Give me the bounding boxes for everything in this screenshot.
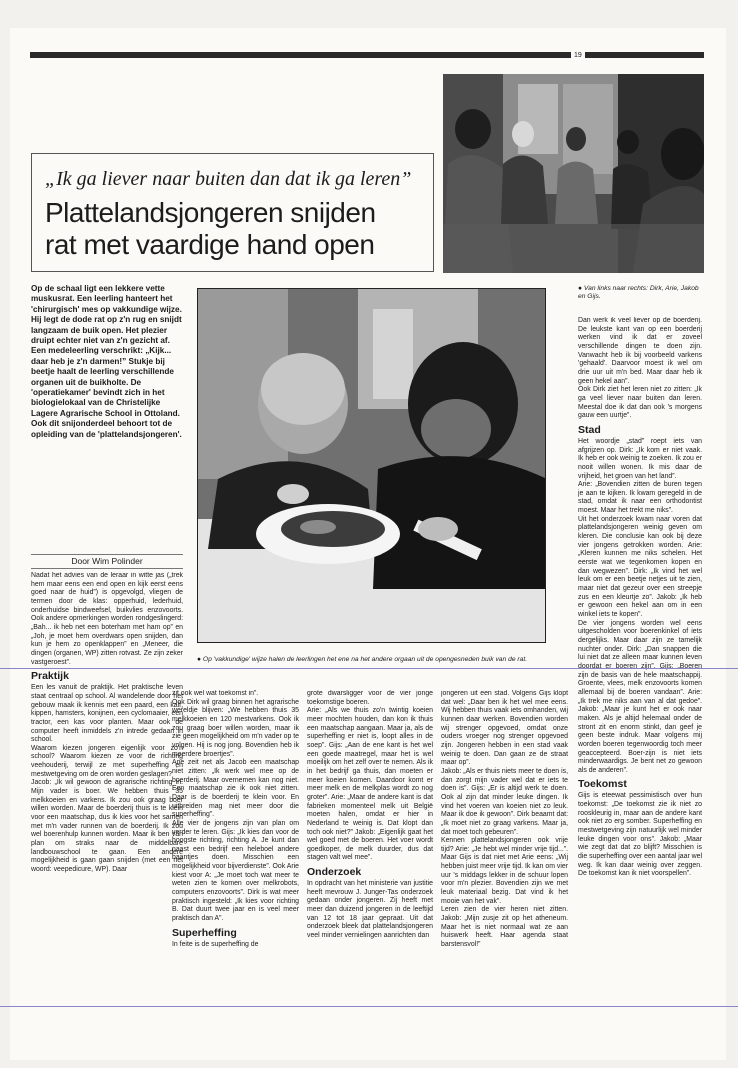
byline-rule-top (31, 554, 183, 555)
paragraph: Alle vier de jongens zijn van plan om verder te leren. Gijs: „Ik kies dan voor de hoogste richting, richting A. Je kunt dan naast een bedrijf een heleboel andere baantjes doen. Misschien een mogelijkheid voor bijverdienste”. Ook Arie kiest voor A: „Je moet toch wat meer te weten zien te komen over melkrobots, computers enzovoorts”. Dirk is wat meer praktisch ingesteld: „Ik kies voor richting B. Dat duurt twee jaar en is veel meer praktisch dan A”. (172, 819, 299, 923)
subheading-toekomst: Toekomst (578, 778, 627, 791)
article-column-3 (307, 690, 433, 1018)
paragraph: Kennen plattelandsjongeren ook vrije tijd? Arie: „Je hebt wel minder vrije tijd...”. Maar Gijs is dat niet met Arie eens: „Wij hebben juist meer vrije tijd. Ik kan om vier uur 's middags lekker in de schuur lopen voor m'n plezier. Bovendien zijn we met leuk materiaal bezig. Dat vind ik het mooie van het vak”. (441, 837, 568, 905)
byline: Door Wim Polinder (71, 556, 143, 566)
main-photo-caption-text: Op 'vakkundige' wijze halen de leerlingen het ene na het andere orgaan uit de opengesneden buik van de rat. (202, 656, 528, 663)
paragraph: Ook Dirk wil graag binnen het agrarische wereldje blijven: „We hebben thuis 35 melkkoeien en 120 mestvarkens. Ook ik zou graag boer willen worden, maar ik zie geen mogelijkheid om m'n vader op te volgen. Hij is nog jong. Bovendien heb ik meerdere broertjes”. (172, 698, 299, 758)
bullet-icon: ● (578, 285, 583, 292)
top-rule (30, 52, 704, 58)
paragraph: Dan werk ik veel liever op de boerderij. De leukste kant van op een boerderij werken vind ik dat er zoveel verschillende dingen te doen zijn. Vanwacht heb ik bij voorbeeld varkens 'gehaald'. Daarvoor moest ik wel om drie uur uit m'n bed. Maar daar heb ik geen hekel aan”. (578, 317, 702, 385)
headline-title-line-1: Plattelandsjongeren snijden (45, 197, 376, 228)
page-number: 19 (571, 52, 585, 59)
group-photo-caption-text: Van links naar rechts: Dirk, Arie, Jakob en Gijs. (578, 285, 699, 300)
paragraph: Uit het onderzoek kwam naar voren dat plattelandsjongeren weinig geven om kleren. Die conclusie kan ook bij deze vier jongens getrokken worden. Arie: „Kleren kunnen me niks schelen. Het eerste wat we tegenkomen kopen en dan wegwezen”. Dirk: „Ik vind het wel leuk om er een beetje netjes uit te zien, maar niet dat gezeur over een streepje zus en een kleurtje zo”. Jakob: „Ik heb er gewoon een hekel aan om in een winkel iets te kopen”. (578, 515, 702, 618)
scan-line (0, 1006, 738, 1007)
paragraph: grote dwarsligger voor de vier jonge toekomstige boeren. (307, 690, 433, 706)
paragraph: Het woordje „stad” roept iets van afgrijzen op. Dirk: „Ik kom er niet vaak. Ik heb er ook weinig te zoeken. Ik zou er nooit willen wonen. Ik mis daar de vrijheid, het groen van het land”. (578, 437, 702, 480)
paragraph: Arie zeit net als Jacob een maatschap niet zitten: „Ik werk wel mee op de boerderij. Maar overnemen kan nog niet. Een maatschap zie ik ook niet zitten. Daar is de boerderij te klein voor. En uitbreiden mag niet meer door die superheffing”. (172, 759, 299, 819)
paragraph: Ook Dirk ziet het leren niet zo zitten: „Ik ga veel liever naar buiten dan leren. Meestal doe ik dat dan ook 's morgens gauw een uurtje”. (578, 386, 702, 420)
article-column-2 (172, 690, 299, 1018)
article-column-1 (31, 572, 183, 1018)
paragraph: Nadat het advies van de leraar in witte jas („trek hem maar eens een end open en kijk eerst eens goed naar de huid”) is opgevolgd, vliegen de termen door de klas: opperhuid, lederhuid, onderhuidse bindweefsel, buikvlies enzovoorts. Ook andere opmerkingen worden rondgeslingerd: „Bah... ik heb net een boterham met ham op” en „Joh, je moet hem overdwars open snijden, dan kun je hem zo openklappen” en „Meneer, die dingen (organen, WP) zitten rotvast. Ze zijn zeker vastgeroest”. (31, 572, 183, 666)
byline-rule-bottom (31, 568, 183, 569)
paragraph: De vier jongens worden wel eens uitgescholden voor boerenkinkel of iets dergelijks. Maar daar zijn ze tamelijk nuchter onder. Dirk: „Dan snappen die lui niet dat ze alleen maar kunnen leven doordat er boeren zijn”. Gijs: „Boeren zijn de basis van de hele maatschappij. Groente, vlees, melk enzovoorts komen allemaal bij de boeren vandaan”. Arie: „Ik trek me niks aan van al dat gedoe”. Jakob: „Maar je kunt het er ook naar maken. Als je altijd helemaal onder de stront zit en enorm stinkt, dan geef je geen beste indruk. Maar volgens mij worden boeren tegenwoordig toch meer geaccepteerd. Boer-zijn is niet iets minderwaardigs. Je bent net zo gewoon als de anderen”. (578, 619, 702, 774)
paragraph: Arie: „Als we thuis zo'n twintig koeien meer mochten houden, dan kon ik thuis een maatschap aangaan. Maar ja, als de superheffing er niet is, loopt alles in de soep”. Gijs: „Aan de ene kant is het wel een goede maatregel, maar het is wel moeilijk om het zelf over te nemen. Als ik in het bedrijf ga thuis, dan moeten er meer koeien komen. Daardoor komt er meer melk en de melkplas wordt zo nog groter”. Arie: „Maar de andere kant is dat fabrieken momenteel melk uit België moeten halen, omdat er hier in Nederland te weinig is. Dat klopt dan toch ook niet?” Jakob: „Eigenlijk gaat het wel goed met de boeren. Het voer wordt goedkoper, de melk duurder, dus dat stagen valt wel mee”. (307, 707, 433, 862)
subheading-stad: Stad (578, 423, 601, 436)
paragraph: Arie: „Bovendien zitten de buren tegen je aan te kijken. Ik kwam geregeld in de stad, omdat ik naar een orthodontist moest. Maar het trekt me niks”. (578, 481, 702, 515)
headline-title-line-2: rat met vaardige hand open (45, 229, 375, 260)
subheading-onderzoek: Onderzoek (307, 866, 362, 879)
paragraph: zit ook wel wat toekomst in”. (172, 690, 259, 697)
paragraph: In opdracht van het ministerie van justitie heeft mevrouw J. Junger-Tas onderzoek gedaan onder jongeren. Zij heeft met meer dan duizend jongeren in de leeftijd van 12 tot 18 jaar gepraat. Uit dat onderzoek bleek dat plattelandsjongeren veel minder vernielingen aanrichten dan (307, 880, 433, 940)
headline-title (45, 197, 425, 261)
scan-line (0, 668, 738, 669)
subheading-praktijk: Praktijk (31, 670, 69, 683)
group-photo (443, 74, 704, 273)
paragraph: Een les vanuit de praktijk. Het praktische leven staat centraal op school. Al wandelende door het gebouw maak ik kennis met een paard, een kalf, kippen, hamsters, konijnen, een cyclomaaier, een tractor, een kas voor planten. Maar ook de computer heeft inmiddels z'n intrede gedaan in school. (31, 684, 183, 744)
paragraph: Jacob: „Ik wil gewoon de agrarische richting in. Mijn vader is boer. We hebben thuis 35 melkkoeien en varkens. Ik zou ook graag boer willen worden. Maar de boerderij thuis is te klein voor een maatschap, dus ik kies voor het samen met m'n vader runnen van de boerderij. Ik zou wel boerenhulp kunnen worden. Maar ik ben van plan om straks naar de middelbare landbouwschool te gaan. Een andere mogelijkheid is gaan gaan snijden (met een net woord: veepedicure, WP). Daar (31, 779, 183, 873)
main-photo-caption (197, 656, 542, 664)
paragraph: Gijs is eteewat pessimistisch over hun toekomst: „De toekomst zie ik niet zo rooskleurig in, maar aan de andere kant ook niet zo erg somber. Superheffing en mestwetgeving zijn natuurlijk wel minder leuke dingen voor ons”. Jakob: „Maar wie zegt dat dat zo blijft? Misschien is die superheffing over een aantal jaar wel weg. Ik kan daar weinig over zeggen. De toekomst kan ik niet voorspellen”. (578, 792, 702, 878)
rat-dissection-photo (197, 288, 546, 643)
paragraph: Waarom kiezen jongeren eigenlijk voor zo'n school? Waarom kiezen ze voor de richting veehouderij, terwijl ze met superheffing en mestwetgeving om de oren worden geslagen? (31, 744, 183, 778)
article-column-4 (441, 690, 568, 1018)
group-photo-caption (578, 285, 702, 301)
subheading-superheffing: Superheffing (172, 926, 237, 939)
headline-quote: „Ik ga liever naar buiten dan dat ik ga leren” (45, 168, 412, 190)
paragraph: Jakob: „Als er thuis niets meer te doen is, dan zorgt mijn vader wel dat er iets te doen is”. Gijs: „Er is altijd werk te doen. Ook al zijn dat minder leuke dingen. Ik vind het voeren van koeien niet zo leuk. Maar ik doe ik gewoon”. Dirk beaamt dat: „Ik moet niet zo graag varkens. Maar ja, dat moet toch gebeuren”. (441, 767, 568, 836)
paragraph: Leren zien de vier heren niet zitten. Jakob: „Mijn zusje zit op het atheneum. Maar het is niet normaal wat ze aan huiswerk heeft. Haar agenda staat barstensvol!” (441, 906, 568, 949)
lead-paragraph: Op de schaal ligt een lekkere vette muskusrat. Een leerling hanteert het 'chirurgisch' mes op vakkundige wijze. Hij legt de dode rat op z'n rug en snijdt langzaam de buik open. Het plezier druipt echter niet van z'n gezicht af. Een medeleerling verschrikt: „Kijk... daar heb je z'n darmen!” Stukje bij beetje haalt de leerling verschillende organen uit de buikholte. De 'operatiekamer' bevindt zich in het biologielokaal van de Christelijke Lagere Agrarische School in Ottoland. Ook dit snijonderdeel behoort tot de opleiding van de 'plattelandsjongeren'. (31, 284, 182, 439)
paragraph: jongeren uit een stad. Volgens Gijs klopt dat wel: „Daar ben ik het wel mee eens. Wij hebben thuis vaak iets omhanden, wij kunnen daar werken. Bovendien worden wij strenger opgevoed, omdat onze ouders vroeger nog strenger opgevoed zijn. Jongeren hebben in een stad vaak weinig te doen. Dan gaan ze de straat maar op”. (441, 690, 568, 767)
paragraph: In feite is de superheffing de (172, 940, 259, 948)
bullet-icon: ● (197, 656, 202, 663)
